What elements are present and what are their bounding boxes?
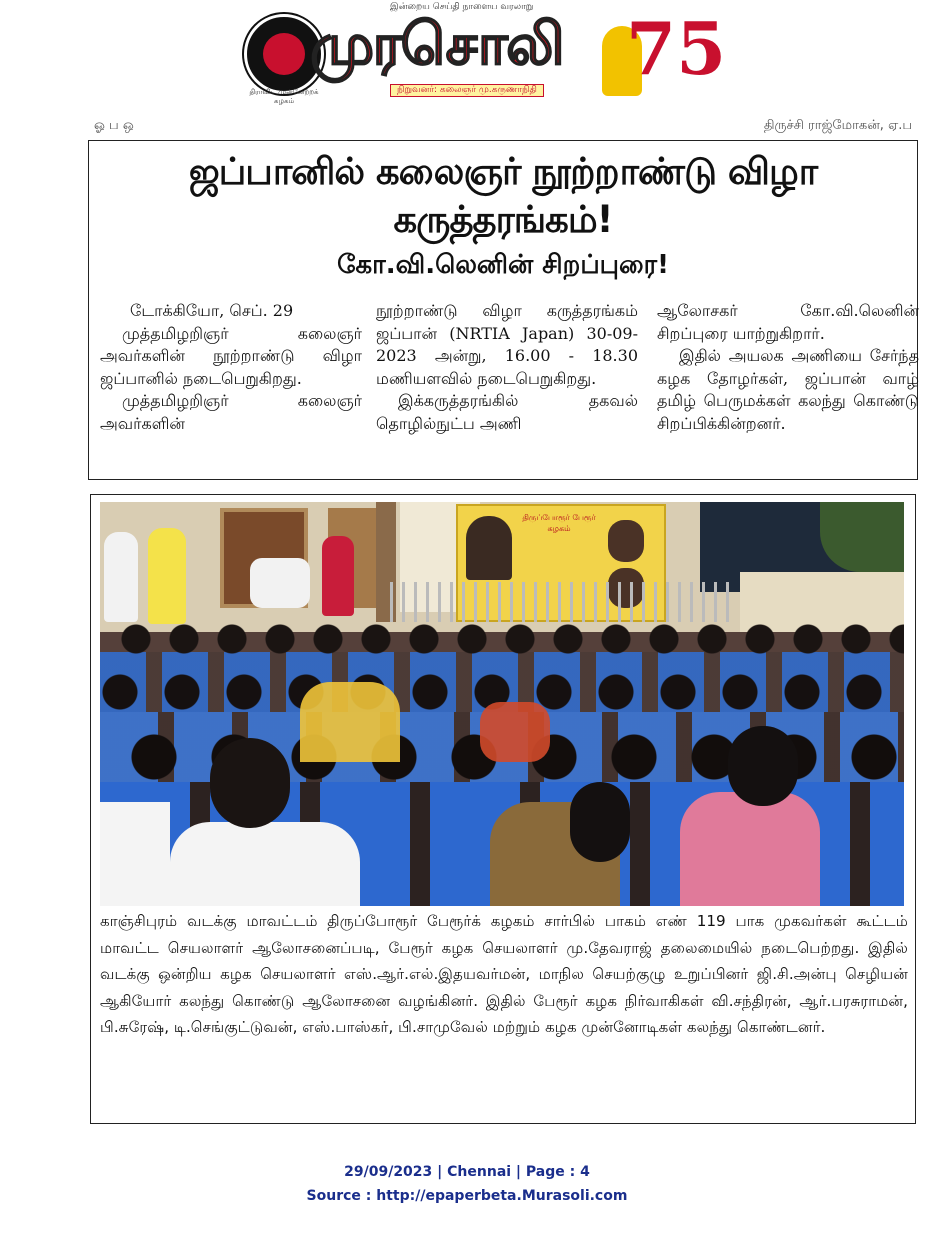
- strip-right: திருச்சி ராஜ்மோகன், ஏ.ப: [763, 118, 912, 133]
- footer-date-line: 29/09/2023 | Chennai | Page : 4: [344, 1164, 590, 1180]
- founder-line: நிறுவனர்: கலைஞர் மு.கருணாநிதி: [390, 84, 544, 97]
- article-column-2: [376, 300, 638, 435]
- emblem-text: திராவிட முன்னேற்றக் கழகம்: [249, 88, 319, 105]
- paragraph: முத்தமிழறிஞர் கலைஞர் அவர்களின் நூற்றாண்டு விழா ஜப்பானில் நடைபெறுகிறது.: [100, 323, 362, 388]
- article-column-1: [100, 300, 362, 435]
- masthead-tagline: இன்றைய செய்தி நாளைய வரலாறு: [390, 2, 534, 12]
- dateline: டோக்கியோ, செப். 29: [130, 301, 294, 320]
- masthead: [240, 0, 727, 108]
- article-column-3: [657, 300, 919, 435]
- strip-left: ஓ ப ஒ: [94, 118, 134, 133]
- footer-source-link[interactable]: Source : http://epaperbeta.Murasoli.com: [306, 1188, 628, 1204]
- article-headline: ஜப்பானில் கலைஞர் நூற்றாண்டு விழா கருத்தரங்கம்!: [188, 150, 818, 241]
- paragraph: முத்தமிழறிஞர் கலைஞர் அவர்களின்: [100, 391, 362, 433]
- anniversary-number: 75: [626, 6, 727, 91]
- clipped-header-strip: [88, 118, 918, 138]
- article-subhead: கோ.வி.லெனின் சிறப்புரை!: [337, 250, 669, 280]
- banner-text: திருப்போரூர் பேரூர் கழகம்: [522, 513, 596, 533]
- meeting-photo: [100, 502, 904, 906]
- page-footer: [0, 1160, 934, 1208]
- anniversary-badge: [598, 6, 727, 98]
- photo-caption: காஞ்சிபுரம் வடக்கு மாவட்டம் திருப்போரூர் பேரூர்க் கழகம் சார்பில் பாகம் எண் 119 பாக முகவர்கள் கூட்டம் மாவட்ட செயலாளர் ஆலோசனைப்படி, பேரூர் கழக செயலாளர் மு.தேவராஜ் தலைமையில் நடைபெற்றது. இதில் வடக்கு ஒன்றிய கழக செயலாளர் எஸ்.ஆர்.எல்.இதயவர்மன், மாநில செயற்குழு உறுப்பினர் ஜி.சி.அன்பு செழியன் ஆகியோர் கலந்து கொண்டு ஆலோசனை வழங்கினர். இதில் பேரூர் கழக நிர்வாகிகள் வி.சந்திரன், ஆர்.பரசுராமன், பி.சுரேஷ், டி.செங்குட்டுவன், எஸ்.பாஸ்கர், பி.சாமுவேல் மற்றும் கழக முன்னோடிகள் கலந்து கொண்டனர்.: [100, 912, 908, 1036]
- newspaper-logo: முரசொலி: [310, 10, 563, 78]
- paragraph: இதில் அயலக அணியை சேர்ந்த கழக தோழர்கள், ஜப்பான் வாழ் தமிழ் பெருமக்கள் கலந்து கொண்டு சிறப்பிக்கின்றனர்.: [657, 346, 919, 433]
- paragraph: ஆலோசகர் கோ.வி.லெனின் சிறப்புரை யாற்றுகிறார்.: [657, 301, 919, 343]
- paragraph: இக்கருத்தரங்கில் தகவல் தொழில்நுட்ப அணி: [376, 391, 638, 433]
- paragraph: நூற்றாண்டு விழா கருத்தரங்கம் ஜப்பான் (NRTIA Japan) 30-09-2023 அன்று, 16.00 - 18.30 மணியளவில் நடைபெறுகிறது.: [376, 301, 638, 388]
